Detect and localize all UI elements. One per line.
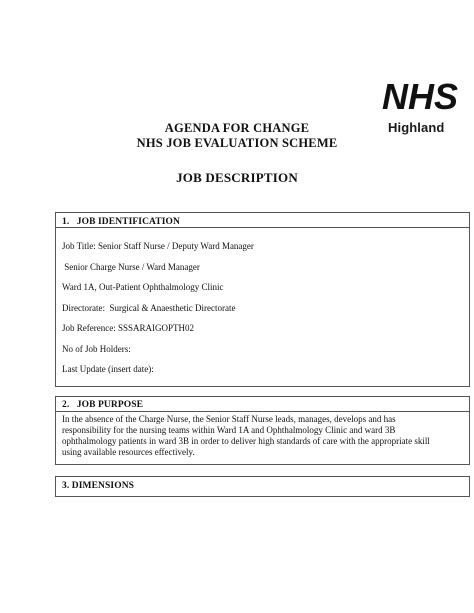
document-title: JOB DESCRIPTION bbox=[176, 170, 298, 185]
nhs-logo-icon bbox=[381, 76, 459, 116]
dimensions-heading: 3. DIMENSIONS bbox=[62, 481, 135, 491]
job-purpose-body bbox=[56, 412, 469, 458]
job-identification-section bbox=[55, 212, 470, 387]
job-purpose-section bbox=[55, 396, 470, 465]
job-identification-body bbox=[56, 228, 469, 385]
job-reference-row: Job Reference: SSSARAIGOPTH02 bbox=[62, 323, 194, 333]
dimensions-section bbox=[55, 476, 470, 497]
job-purpose-line: using available resources effectively. bbox=[62, 447, 195, 457]
job-identification-heading: 1. JOB IDENTIFICATION bbox=[56, 213, 469, 228]
job-purpose-line: responsibility for the nursing teams within Ward 1A and Ophthalmology Clinic and ward 3B bbox=[62, 425, 396, 435]
scheme-title-line1: AGENDA FOR CHANGE bbox=[164, 121, 310, 135]
last-update-row: Last Update (insert date): bbox=[62, 364, 154, 374]
job-holders-row: No of Job Holders: bbox=[62, 343, 131, 354]
scheme-title-line2: NHS JOB EVALUATION SCHEME bbox=[136, 136, 338, 150]
job-purpose-line: In the absence of the Charge Nurse, the Senior Staff Nurse leads, manages, develops and has bbox=[62, 414, 396, 424]
job-purpose-heading: 2. JOB PURPOSE bbox=[56, 397, 469, 412]
logo-region: Highland bbox=[388, 120, 445, 135]
directorate-row: Directorate: Surgical & Anaesthetic Directorate bbox=[62, 302, 236, 313]
logo-mark: NHS bbox=[382, 76, 459, 116]
job-title-alt-row: Senior Charge Nurse / Ward Manager bbox=[62, 261, 200, 272]
nhs-highland-logo bbox=[381, 76, 461, 135]
job-title-row: Job Title: Senior Staff Nurse / Deputy Ward Manager bbox=[62, 241, 254, 251]
ward-row: Ward 1A, Out-Patient Ophthalmology Clinic bbox=[62, 282, 224, 292]
job-purpose-line: ophthalmology patients in ward 3B in order to deliver high standards of care with the appropriate skill bbox=[62, 436, 430, 446]
